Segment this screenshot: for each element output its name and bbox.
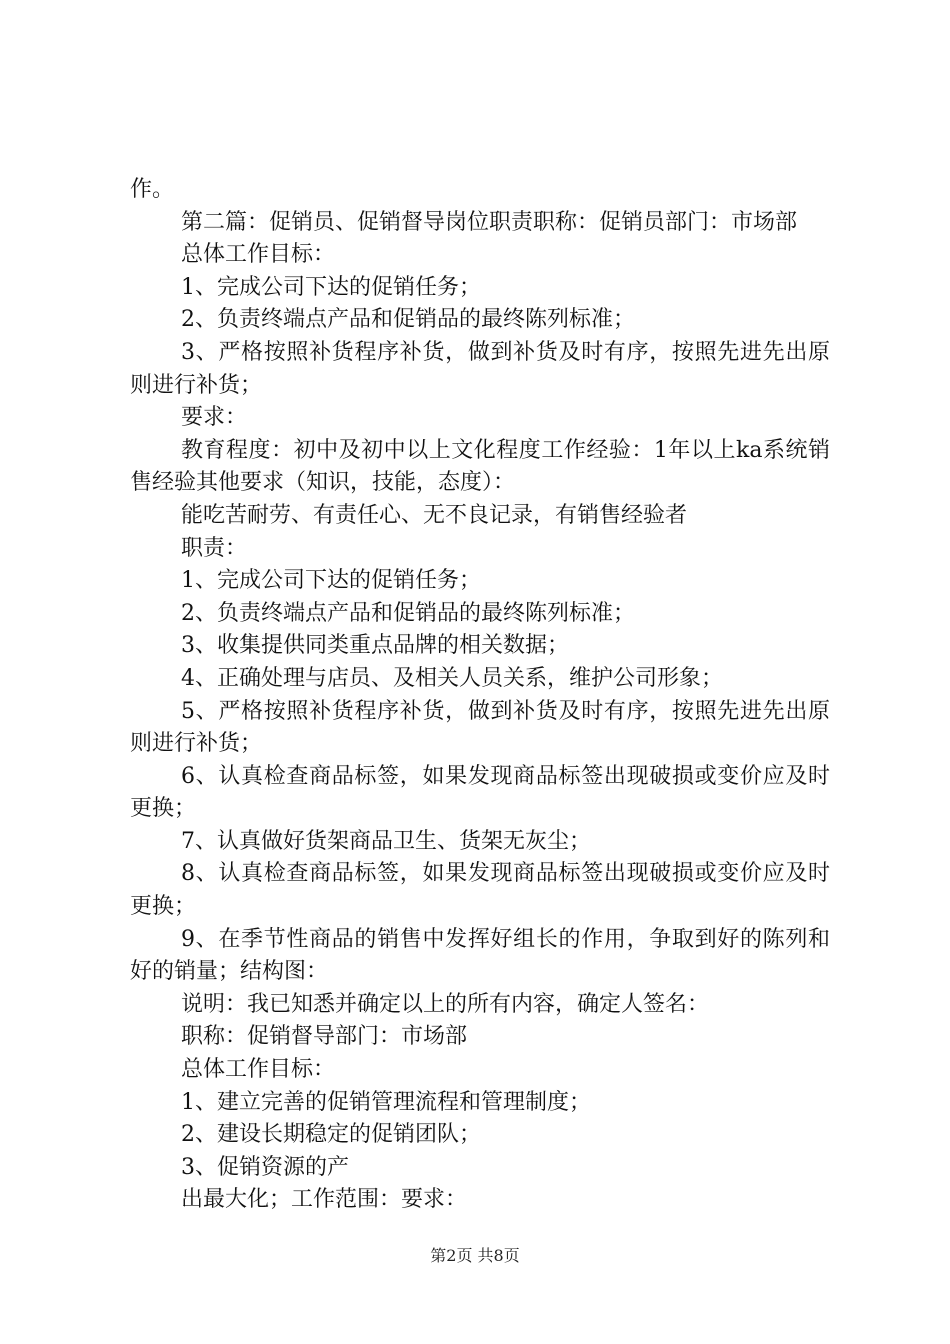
list-item: 5、严格按照补货程序补货，做到补货及时有序，按照先进先出原则进行补货； (130, 698, 830, 757)
text-line: 能吃苦耐劳、有责任心、无不良记录，有销售经验者 (181, 502, 688, 528)
list-item: 1、建立完善的促销管理流程和管理制度； (181, 1089, 591, 1115)
section-heading: 要求： (181, 405, 248, 431)
list-item: 6、认真检查商品标签，如果发现商品标签出现破损或变价应及时更换； (130, 763, 830, 822)
text-line: 第二篇：促销员、促销督导岗位职责职称：促销员部门：市场部 (181, 209, 798, 235)
list-item: 2、负责终端点产品和促销品的最终陈列标准； (181, 600, 635, 626)
section-heading: 总体工作目标： (181, 242, 336, 268)
list-item: 1、完成公司下达的促销任务； (181, 568, 481, 594)
text-line: 出最大化；工作范围：要求： (181, 1187, 468, 1213)
list-item: 3、严格按照补货程序补货，做到补货及时有序，按照先进先出原则进行补货； (130, 339, 830, 398)
text-line: 职称：促销督导部门：市场部 (181, 1024, 468, 1050)
list-item: 9、在季节性商品的销售中发挥好组长的作用，争取到好的陈列和好的销量；结构图： (130, 926, 830, 985)
text-line: 说明：我已知悉并确定以上的所有内容，确定人签名： (181, 991, 710, 1017)
section-heading: 总体工作目标： (181, 1057, 336, 1083)
list-item: 7、认真做好货架商品卫生、货架无灰尘； (181, 828, 591, 854)
text-line: 作。 (130, 177, 175, 202)
list-item: 2、负责终端点产品和促销品的最终陈列标准； (181, 307, 635, 333)
list-item: 2、建设长期稳定的促销团队； (181, 1122, 481, 1148)
document-body (130, 174, 830, 1217)
page-number: 第2页 共8页 (430, 1246, 520, 1265)
list-item: 4、正确处理与店员、及相关人员关系，维护公司形象； (181, 665, 723, 691)
list-item: 8、认真检查商品标签，如果发现商品标签出现破损或变价应及时更换； (130, 861, 830, 920)
list-item: 1、完成公司下达的促销任务； (181, 274, 481, 300)
list-item: 3、促销资源的产 (181, 1154, 349, 1180)
list-item: 3、收集提供同类重点品牌的相关数据； (181, 633, 569, 659)
text-line: 教育程度：初中及初中以上文化程度工作经验：1年以上ka系统销售经验其他要求（知识，技能，态度）： (130, 437, 830, 496)
section-heading: 职责： (181, 535, 248, 561)
